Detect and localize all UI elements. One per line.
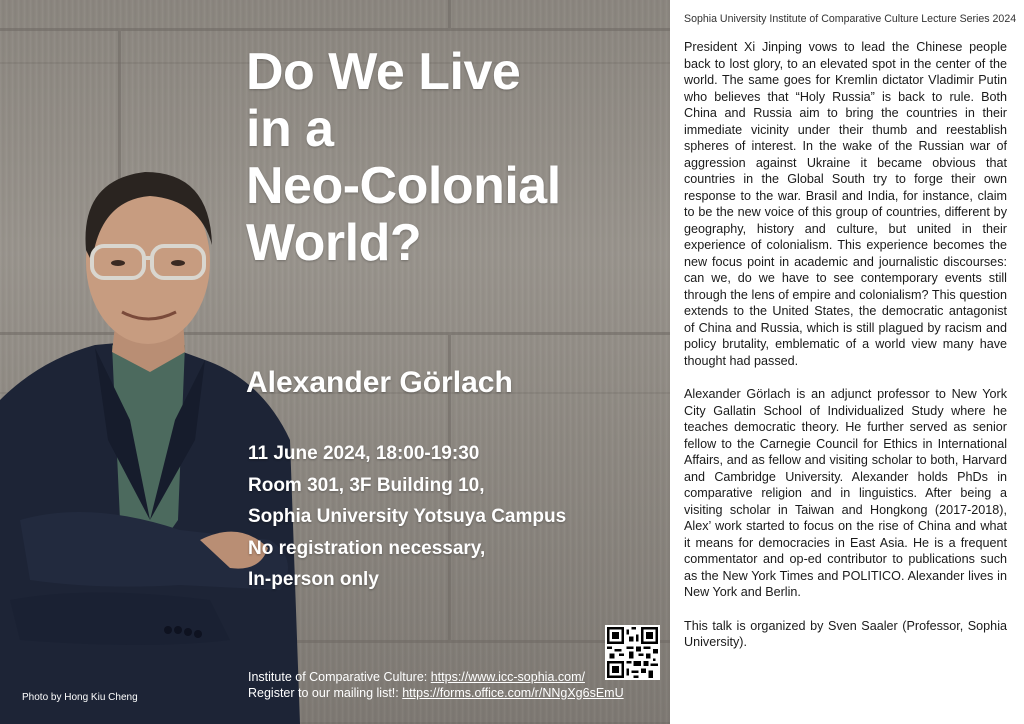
speaker-bio-paragraph: Alexander Görlach is an adjunct professor to New York City Gallatin School of Individualized Study where he teaches democratic theory. He further served as senior fellow to the Carnegie Council for Ethics in International Affairs, and as fellow and visiting scholar to both, Harvard and Cambridge University. Alexander holds PhDs in comparative religion and in linguistics. After being a visiting scholar in Taiwan and Hongkong (2017-2018), Alex’ work started to focus on the rise of China and what it means for democracies in East Asia. He is a frequent commentator and op-ed contributor to publications such as the New York Times and POLITICO. Alexander lives in New York and Berlin.	[684, 387, 1007, 599]
mailing-label: Register to our mailing list!:	[248, 685, 403, 700]
event-venue: Sophia University Yotsuya Campus	[248, 506, 567, 527]
footer-links	[248, 670, 624, 701]
institute-link[interactable]: https://www.icc-sophia.com/	[430, 670, 585, 684]
abstract-paragraph: President Xi Jinping vows to lead the Chinese people back to lost glory, to an elevated spot in the center of the world. The same goes for Kremlin dictator Vladimir Putin who believes that “Holy Russia” is back to rule. Both China and Russia aim to bring the countries in their immediate vicinity under their thumb and reestablish spheres of interest. In the wake of the Russian war of aggression against Ukraine it became obvious that countries in the Global South try to forge their own response to the war. Brasil and India, for instance, claim to be the new voice of this group of countries, different by geography, history and culture, but united in their experience of colonialism. This experience becomes the new focus point in academic and journalistic discourses: can we, do we have to see contemporary events still through the lens of empire and colonialism? This question extends to the United States, the democratic antagonist of China and Russia, which is still plagued by racism and policy brutality, emblematic of a world view many have thought had passed.	[684, 40, 1007, 368]
speaker-name: Alexander Görlach	[246, 366, 513, 399]
event-date-time: 11 June 2024, 18:00-19:30	[248, 443, 480, 464]
description-panel	[670, 0, 1024, 724]
qr-code-icon[interactable]	[605, 625, 660, 680]
mailing-list-link[interactable]: https://forms.office.com/r/NNgXg6sEmU	[402, 685, 624, 700]
mailing-line	[248, 686, 624, 702]
institute-line	[248, 670, 624, 686]
event-format: In-person only	[248, 569, 379, 590]
photo-credit: Photo by Hong Kiu Cheng	[22, 692, 138, 703]
event-details	[248, 438, 566, 596]
institute-label: Institute of Comparative Culture:	[248, 670, 431, 684]
description-body	[684, 39, 1007, 668]
event-room: Room 301, 3F Building 10,	[248, 474, 485, 496]
event-registration: No registration necessary,	[248, 537, 486, 559]
organizer-paragraph: This talk is organized by Sven Saaler (Professor, Sophia University).	[684, 618, 1007, 649]
lecture-series-header: Sophia University Institute of Comparative Culture Lecture Series 2024	[684, 13, 1017, 25]
lecture-title: Do We Live in a Neo-Colonial World?	[246, 43, 561, 272]
